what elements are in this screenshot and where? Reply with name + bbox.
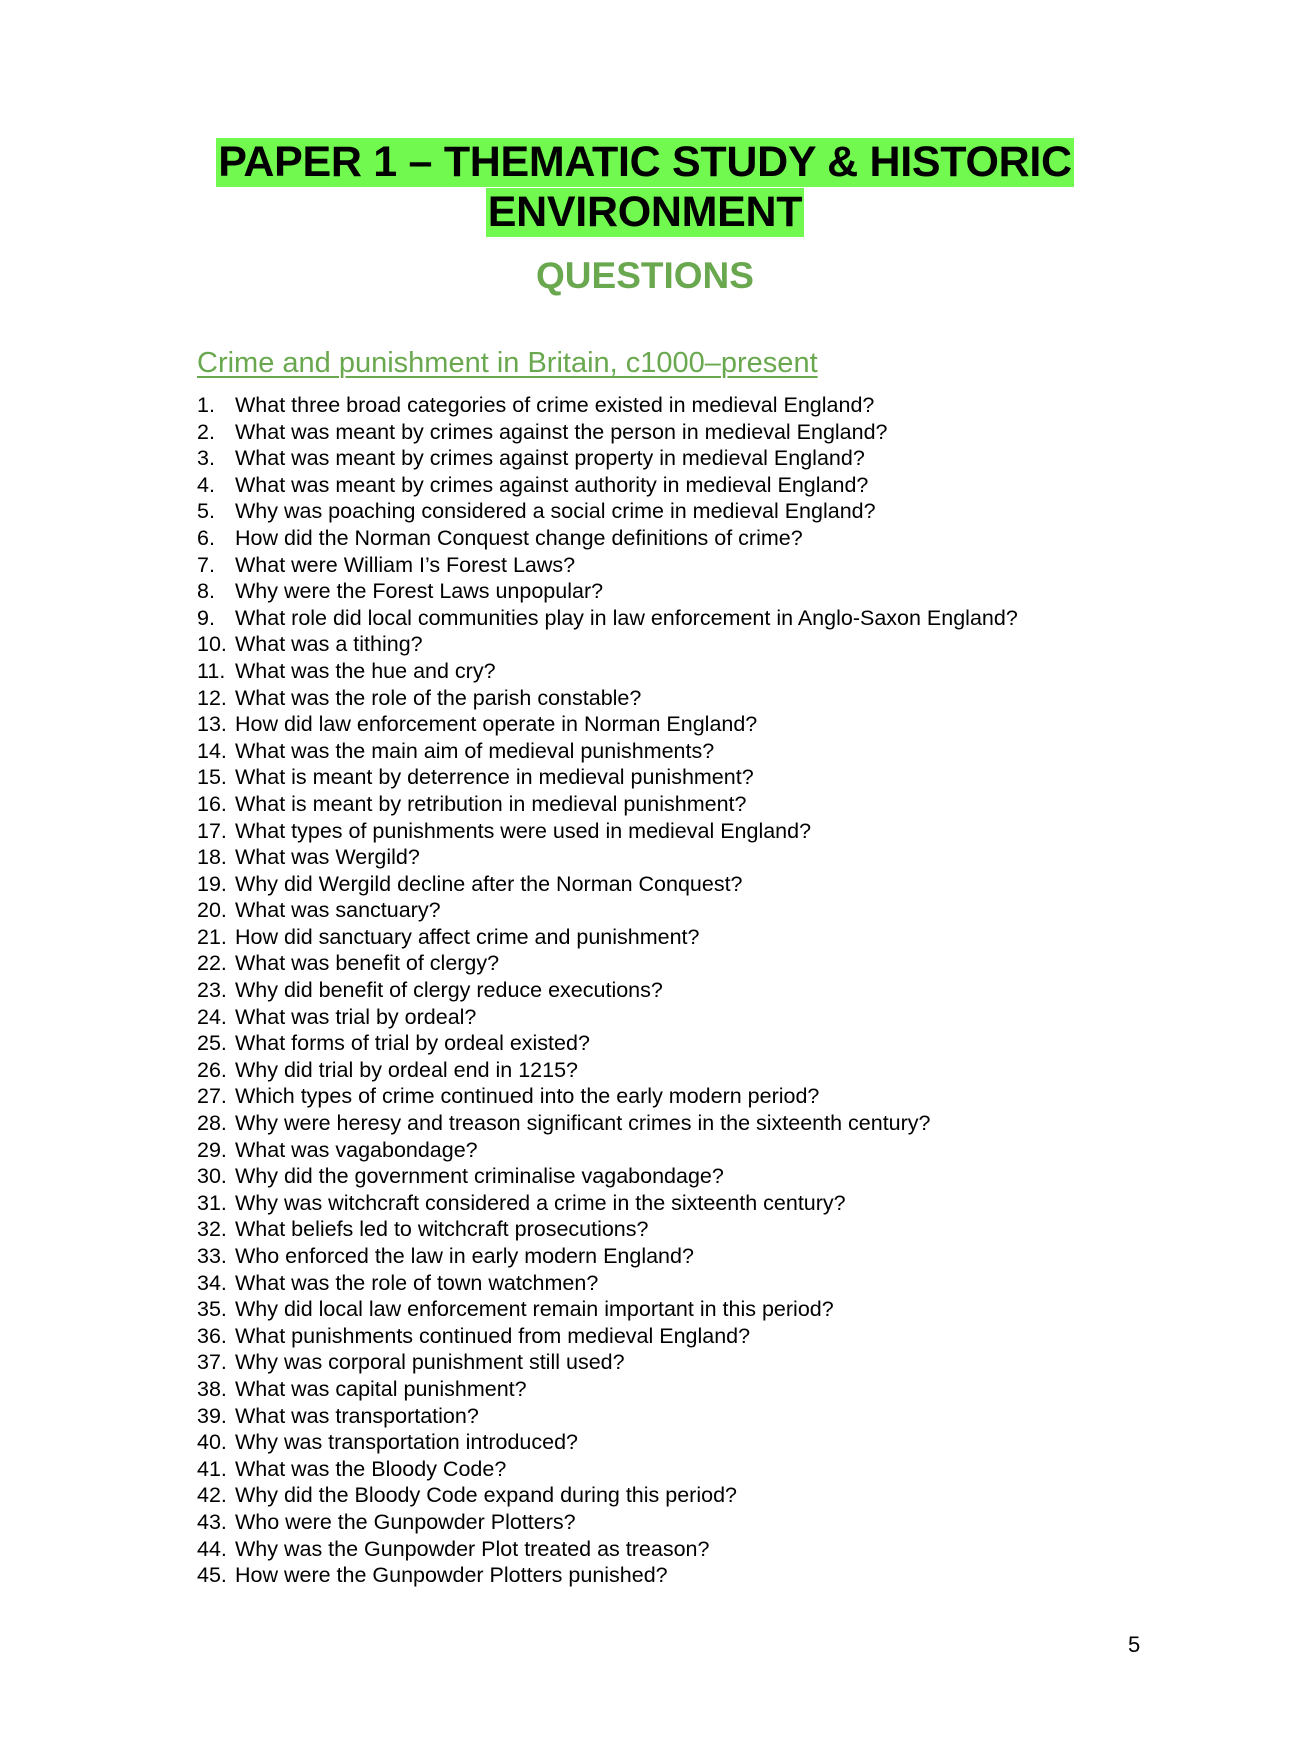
question-list: [197, 392, 1018, 1589]
question-number: 35.: [197, 1297, 227, 1322]
question-number: 8.: [197, 579, 215, 604]
question-number: 16.: [197, 791, 227, 816]
question-text: Why did trial by ordeal end in 1215?: [235, 1057, 579, 1082]
question-item: [197, 791, 1018, 818]
question-number: 31.: [197, 1190, 227, 1215]
question-text: What was sanctuary?: [235, 898, 441, 923]
section-heading: Crime and punishment in Britain, c1000–present: [197, 347, 818, 379]
question-text: What was the role of town watchmen?: [235, 1270, 599, 1295]
question-item: [197, 764, 1018, 791]
question-number: 17.: [197, 818, 227, 843]
question-item: [197, 1323, 1018, 1350]
question-item: [197, 1296, 1018, 1323]
question-text: How were the Gunpowder Plotters punished?: [235, 1563, 668, 1588]
question-text: What was meant by crimes against the person in medieval England?: [235, 419, 888, 444]
question-text: Why were the Forest Laws unpopular?: [235, 579, 604, 604]
question-item: [197, 1456, 1018, 1483]
title-line-1: PAPER 1 – THEMATIC STUDY & HISTORIC: [218, 138, 1072, 186]
question-number: 7.: [197, 552, 215, 577]
question-text: Why did the Bloody Code expand during this period?: [235, 1483, 737, 1508]
question-text: How did the Norman Conquest change definitions of crime?: [235, 525, 803, 550]
question-text: What was a tithing?: [235, 632, 423, 657]
question-number: 38.: [197, 1376, 227, 1401]
question-text: Who were the Gunpowder Plotters?: [235, 1509, 576, 1534]
question-text: What punishments continued from medieval England?: [235, 1323, 751, 1348]
page-subtitle: QUESTIONS: [536, 255, 754, 296]
question-number: 32.: [197, 1217, 227, 1242]
question-number: 9.: [197, 605, 215, 630]
question-number: 14.: [197, 738, 227, 763]
question-item: [197, 1429, 1018, 1456]
question-item: [197, 1163, 1018, 1190]
question-number: 37.: [197, 1350, 227, 1375]
question-item: [197, 605, 1018, 632]
question-text: Why was the Gunpowder Plot treated as treason?: [235, 1536, 710, 1561]
question-item: [197, 525, 1018, 552]
question-text: What was vagabondage?: [235, 1137, 478, 1162]
question-text: What three broad categories of crime existed in medieval England?: [235, 393, 875, 417]
question-number: 4.: [197, 472, 215, 497]
question-number: 28.: [197, 1111, 227, 1136]
question-number: 36.: [197, 1323, 227, 1348]
question-text: What was the Bloody Code?: [235, 1456, 507, 1481]
question-text: What was benefit of clergy?: [235, 951, 500, 976]
question-item: [197, 498, 1018, 525]
question-number: 13.: [197, 712, 227, 737]
question-item: [197, 419, 1018, 446]
question-text: What was trial by ordeal?: [235, 1004, 477, 1029]
question-text: What was meant by crimes against authority in medieval England?: [235, 472, 869, 497]
question-number: 23.: [197, 978, 227, 1003]
question-item: [197, 1110, 1018, 1137]
question-text: What is meant by deterrence in medieval punishment?: [235, 765, 754, 790]
question-number: 29.: [197, 1137, 227, 1162]
question-item: [197, 711, 1018, 738]
question-text: Why did the government criminalise vagabondage?: [235, 1164, 724, 1189]
question-number: 44.: [197, 1536, 227, 1561]
question-item: [197, 685, 1018, 712]
question-text: What was the role of the parish constable?: [235, 685, 642, 710]
question-number: 27.: [197, 1084, 227, 1109]
question-text: Which types of crime continued into the early modern period?: [235, 1084, 820, 1109]
question-item: [197, 472, 1018, 499]
question-item: [197, 1216, 1018, 1243]
question-number: 20.: [197, 898, 227, 923]
question-text: What types of punishments were used in medieval England?: [235, 818, 812, 843]
question-number: 19.: [197, 871, 227, 896]
question-item: [197, 738, 1018, 765]
question-item: [197, 1482, 1018, 1509]
question-item: [197, 1509, 1018, 1536]
question-number: 41.: [197, 1456, 227, 1481]
page-number: 5: [1128, 1632, 1141, 1657]
question-text: What was meant by crimes against property in medieval England?: [235, 446, 865, 471]
question-item: [197, 1270, 1018, 1297]
question-number: 15.: [197, 765, 227, 790]
question-text: Who enforced the law in early modern England?: [235, 1244, 694, 1268]
question-text: What role did local communities play in law enforcement in Anglo-Saxon England?: [235, 605, 1018, 630]
question-number: 1.: [197, 393, 215, 417]
question-item: [197, 1190, 1018, 1217]
question-number: 24.: [197, 1004, 227, 1029]
question-text: What was Wergild?: [235, 845, 420, 870]
question-number: 43.: [197, 1509, 227, 1534]
question-item: [197, 818, 1018, 845]
question-number: 21.: [197, 924, 227, 949]
question-number: 18.: [197, 845, 227, 870]
question-text: What were William I’s Forest Laws?: [235, 552, 576, 577]
question-item: [197, 392, 1018, 419]
question-item: [197, 1349, 1018, 1376]
question-text: What was the hue and cry?: [235, 658, 496, 683]
question-text: Why did local law enforcement remain important in this period?: [235, 1297, 834, 1322]
question-number: 11.: [197, 658, 226, 683]
question-text: What was transportation?: [235, 1403, 479, 1428]
question-number: 6.: [197, 525, 215, 550]
question-number: 42.: [197, 1483, 227, 1508]
question-text: Why was witchcraft considered a crime in the sixteenth century?: [235, 1190, 846, 1215]
question-number: 22.: [197, 951, 227, 976]
question-item: [197, 871, 1018, 898]
question-number: 10.: [197, 632, 227, 657]
question-number: 26.: [197, 1057, 227, 1082]
question-text: Why did benefit of clergy reduce executions?: [235, 978, 663, 1003]
question-item: [197, 631, 1018, 658]
question-item: [197, 578, 1018, 605]
question-text: Why was poaching considered a social crime in medieval England?: [235, 499, 876, 524]
question-number: 39.: [197, 1403, 227, 1428]
question-item: [197, 552, 1018, 579]
question-item: [197, 1536, 1018, 1563]
question-item: [197, 924, 1018, 951]
question-text: How did sanctuary affect crime and punishment?: [235, 924, 700, 949]
question-item: [197, 1562, 1018, 1589]
question-number: 40.: [197, 1430, 227, 1455]
title-line-2: ENVIRONMENT: [487, 188, 803, 236]
question-text: What is meant by retribution in medieval punishment?: [235, 791, 747, 816]
question-item: [197, 445, 1018, 472]
question-text: What forms of trial by ordeal existed?: [235, 1031, 590, 1056]
question-text: What was capital punishment?: [235, 1376, 527, 1401]
question-number: 12.: [197, 685, 227, 710]
question-number: 34.: [197, 1270, 227, 1295]
question-item: [197, 1004, 1018, 1031]
question-text: Why was transportation introduced?: [235, 1430, 578, 1455]
question-number: 25.: [197, 1031, 227, 1056]
question-item: [197, 658, 1018, 685]
question-item: [197, 1243, 1018, 1270]
question-item: [197, 1083, 1018, 1110]
question-text: What was the main aim of medieval punishments?: [235, 738, 715, 763]
question-text: How did law enforcement operate in Norman England?: [235, 712, 758, 737]
question-item: [197, 844, 1018, 871]
question-text: Why did Wergild decline after the Norman Conquest?: [235, 871, 743, 896]
question-number: 30.: [197, 1164, 227, 1189]
question-item: [197, 950, 1018, 977]
question-number: 45.: [197, 1563, 227, 1588]
question-item: [197, 1376, 1018, 1403]
question-number: 33.: [197, 1244, 227, 1268]
question-text: Why were heresy and treason significant crimes in the sixteenth century?: [235, 1111, 931, 1136]
question-item: [197, 1057, 1018, 1084]
question-item: [197, 977, 1018, 1004]
question-text: Why was corporal punishment still used?: [235, 1350, 625, 1375]
question-number: 3.: [197, 446, 215, 471]
page-title: [0, 138, 1290, 238]
question-item: [197, 1030, 1018, 1057]
question-text: What beliefs led to witchcraft prosecutions?: [235, 1217, 649, 1242]
question-number: 2.: [197, 419, 215, 444]
question-item: [197, 1137, 1018, 1164]
question-item: [197, 1403, 1018, 1430]
question-number: 5.: [197, 499, 215, 524]
question-item: [197, 897, 1018, 924]
